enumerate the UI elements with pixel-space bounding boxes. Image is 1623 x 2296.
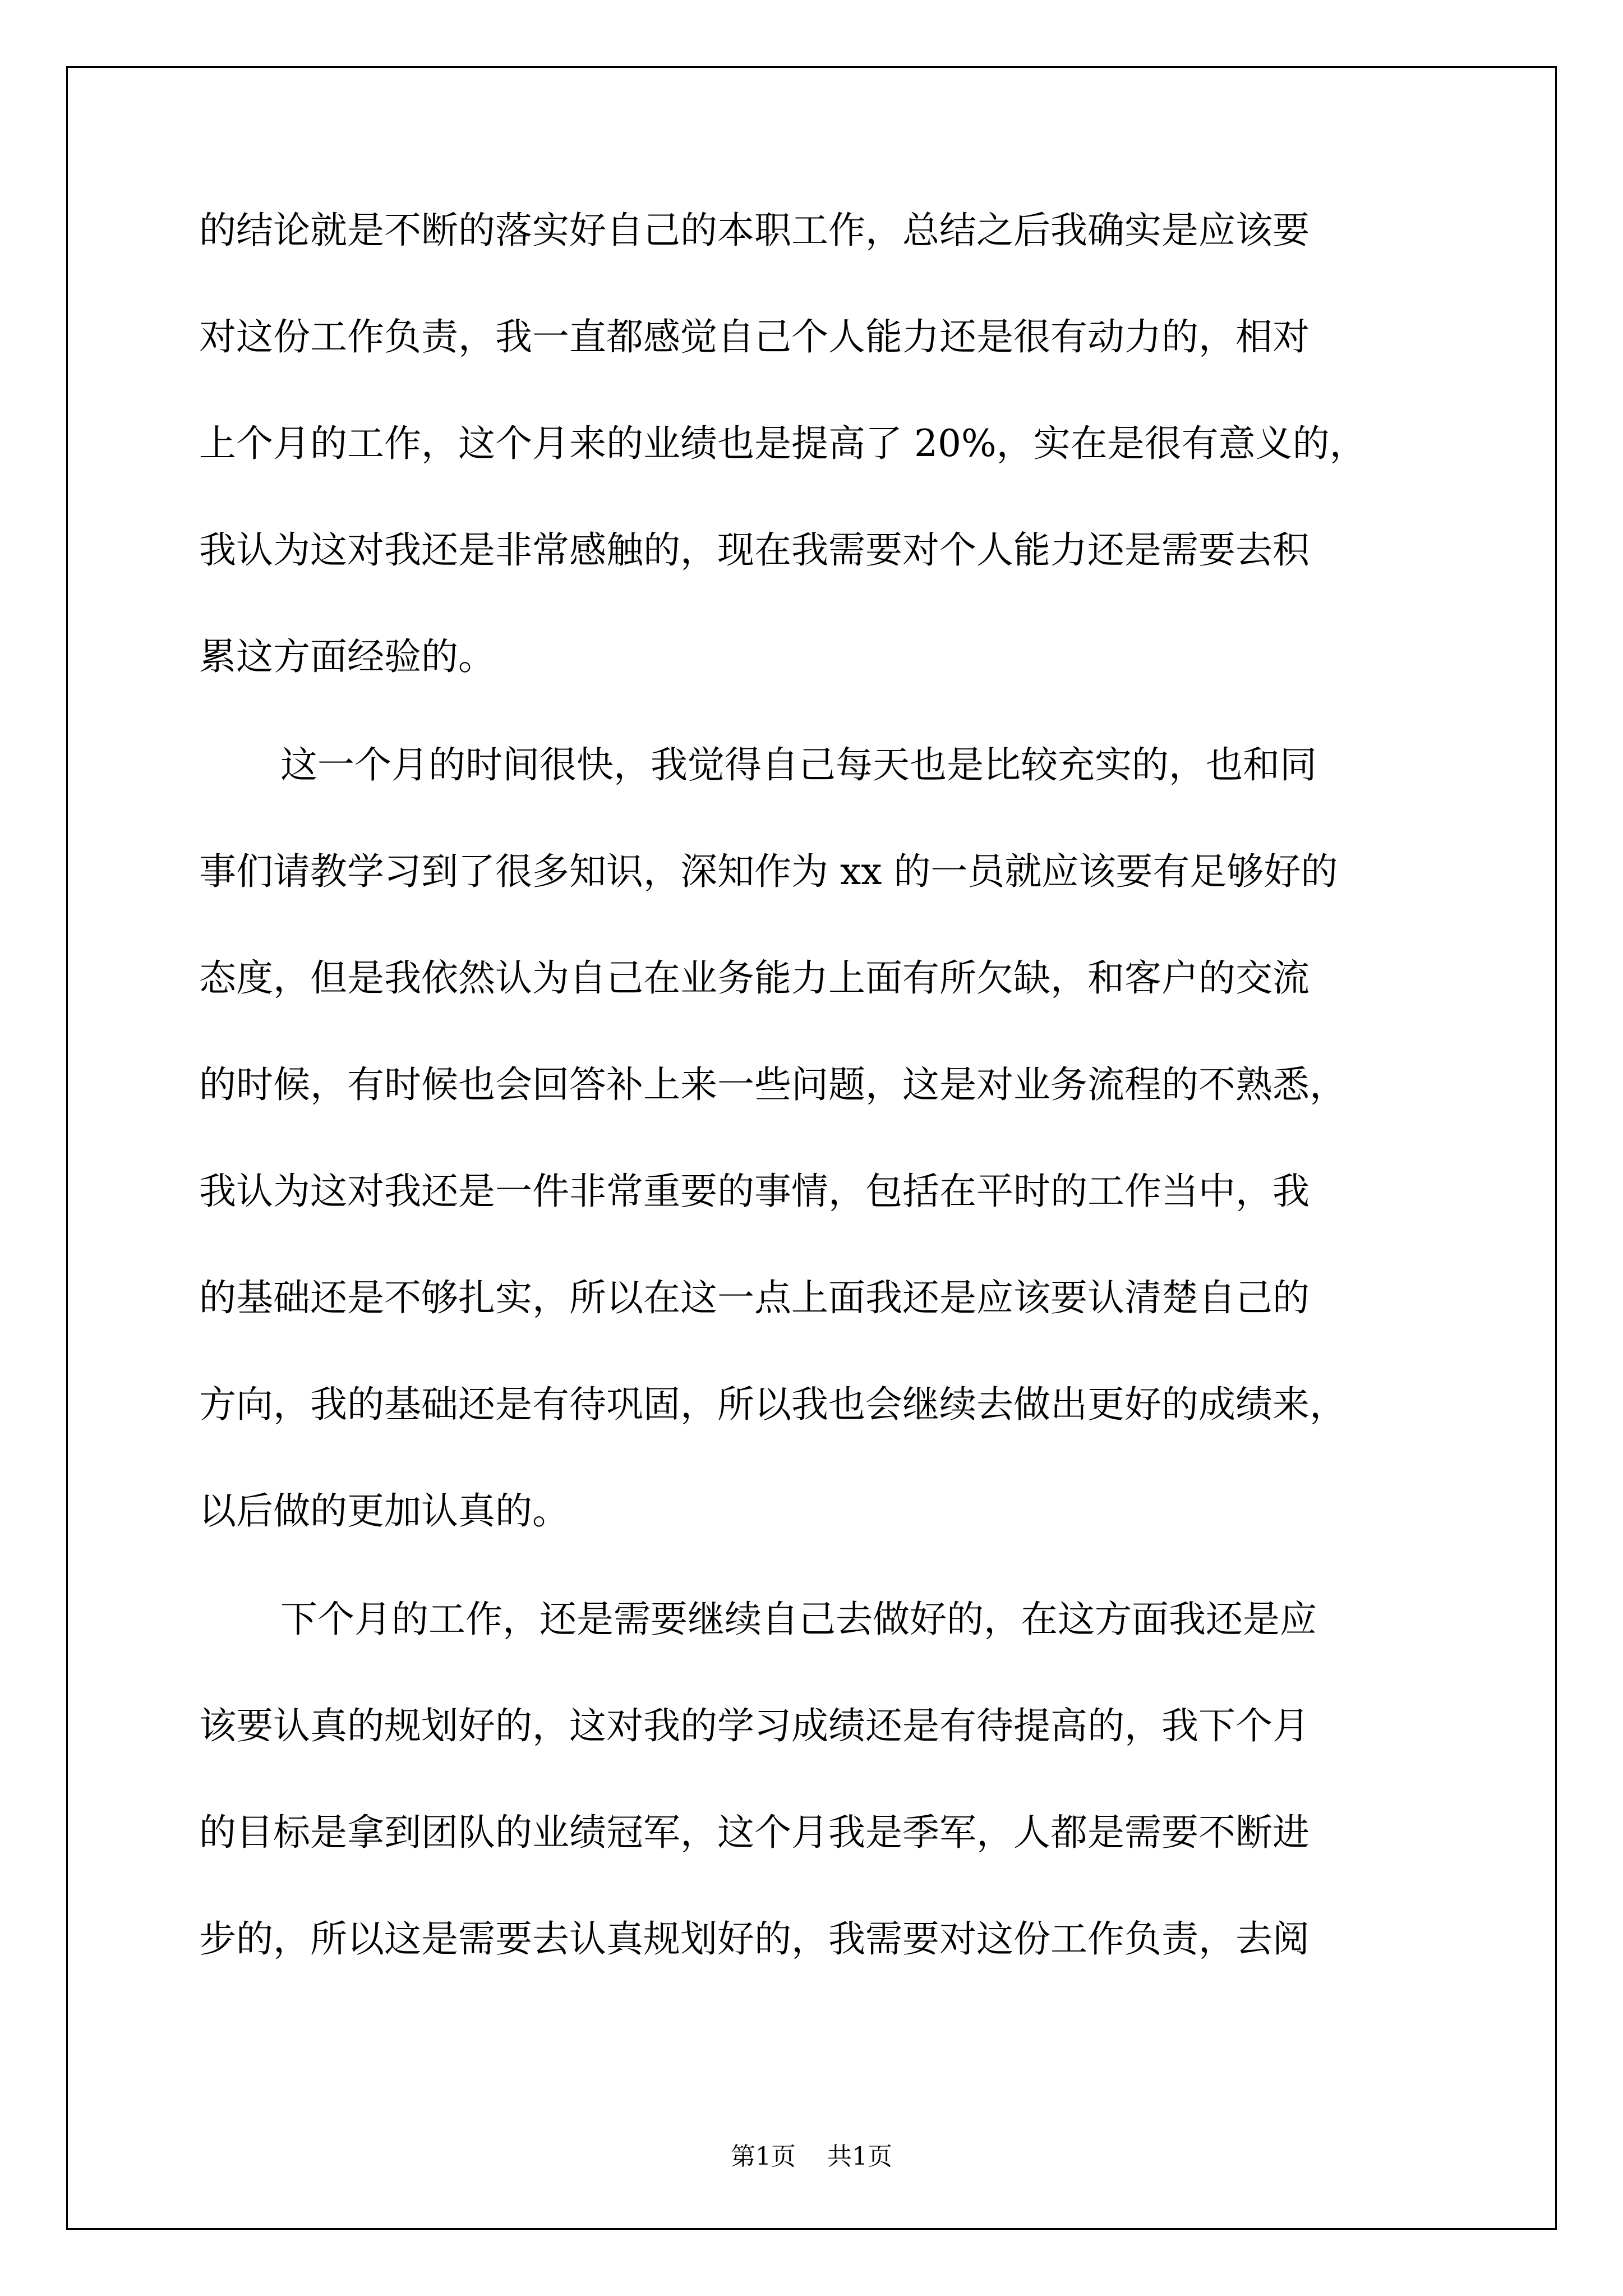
text-line: 态度，但是我依然认为自己在业务能力上面有所欠缺，和客户的交流 xyxy=(199,956,1310,1000)
text-line: 我认为这对我还是非常感触的，现在我需要对个人能力还是需要去积 xyxy=(199,528,1310,572)
text-line: 的结论就是不断的落实好自己的本职工作，总结之后我确实是应该要 xyxy=(199,209,1310,252)
text-line: 累这方面经验的。 xyxy=(199,635,495,678)
text-line: 的时候，有时候也会回答补上来一些问题，这是对业务流程的不熟悉， xyxy=(199,1063,1347,1106)
text-line: 该要认真的规划好的，这对我的学习成绩还是有待提高的，我下个月 xyxy=(199,1704,1310,1747)
text-line: 的目标是拿到团队的业绩冠军，这个月我是季军，人都是需要不断进 xyxy=(199,1811,1310,1854)
text-line: 以后做的更加认真的。 xyxy=(199,1489,569,1533)
text-line: 的基础还是不够扎实，所以在这一点上面我还是应该要认清楚自己的 xyxy=(199,1276,1310,1319)
text-line: 事们请教学习到了很多知识，深知作为 xx 的一员就应该要有足够好的 xyxy=(199,850,1338,893)
page-border xyxy=(66,66,1557,2230)
page-number-current: 第1页 xyxy=(731,2142,796,2171)
text-line: 对这份工作负责，我一直都感觉自己个人能力还是很有动力的，相对 xyxy=(199,315,1310,358)
paragraph-start-line: 这一个月的时间很快，我觉得自己每天也是比较充实的，也和同 xyxy=(280,743,1317,786)
text-line: 步的，所以这是需要去认真规划好的，我需要对这份工作负责，去阅 xyxy=(199,1917,1310,1961)
page-footer xyxy=(0,2136,1623,2172)
paragraph-start-line: 下个月的工作，还是需要继续自己去做好的，在这方面我还是应 xyxy=(280,1598,1317,1641)
text-line: 方向，我的基础还是有待巩固，所以我也会继续去做出更好的成绩来， xyxy=(199,1383,1347,1426)
text-line: 上个月的工作，这个月来的业绩也是提高了 20%，实在是很有意义的， xyxy=(199,422,1367,465)
text-line: 我认为这对我还是一件非常重要的事情，包括在平时的工作当中，我 xyxy=(199,1170,1310,1213)
page-number-total: 共1页 xyxy=(827,2142,892,2171)
